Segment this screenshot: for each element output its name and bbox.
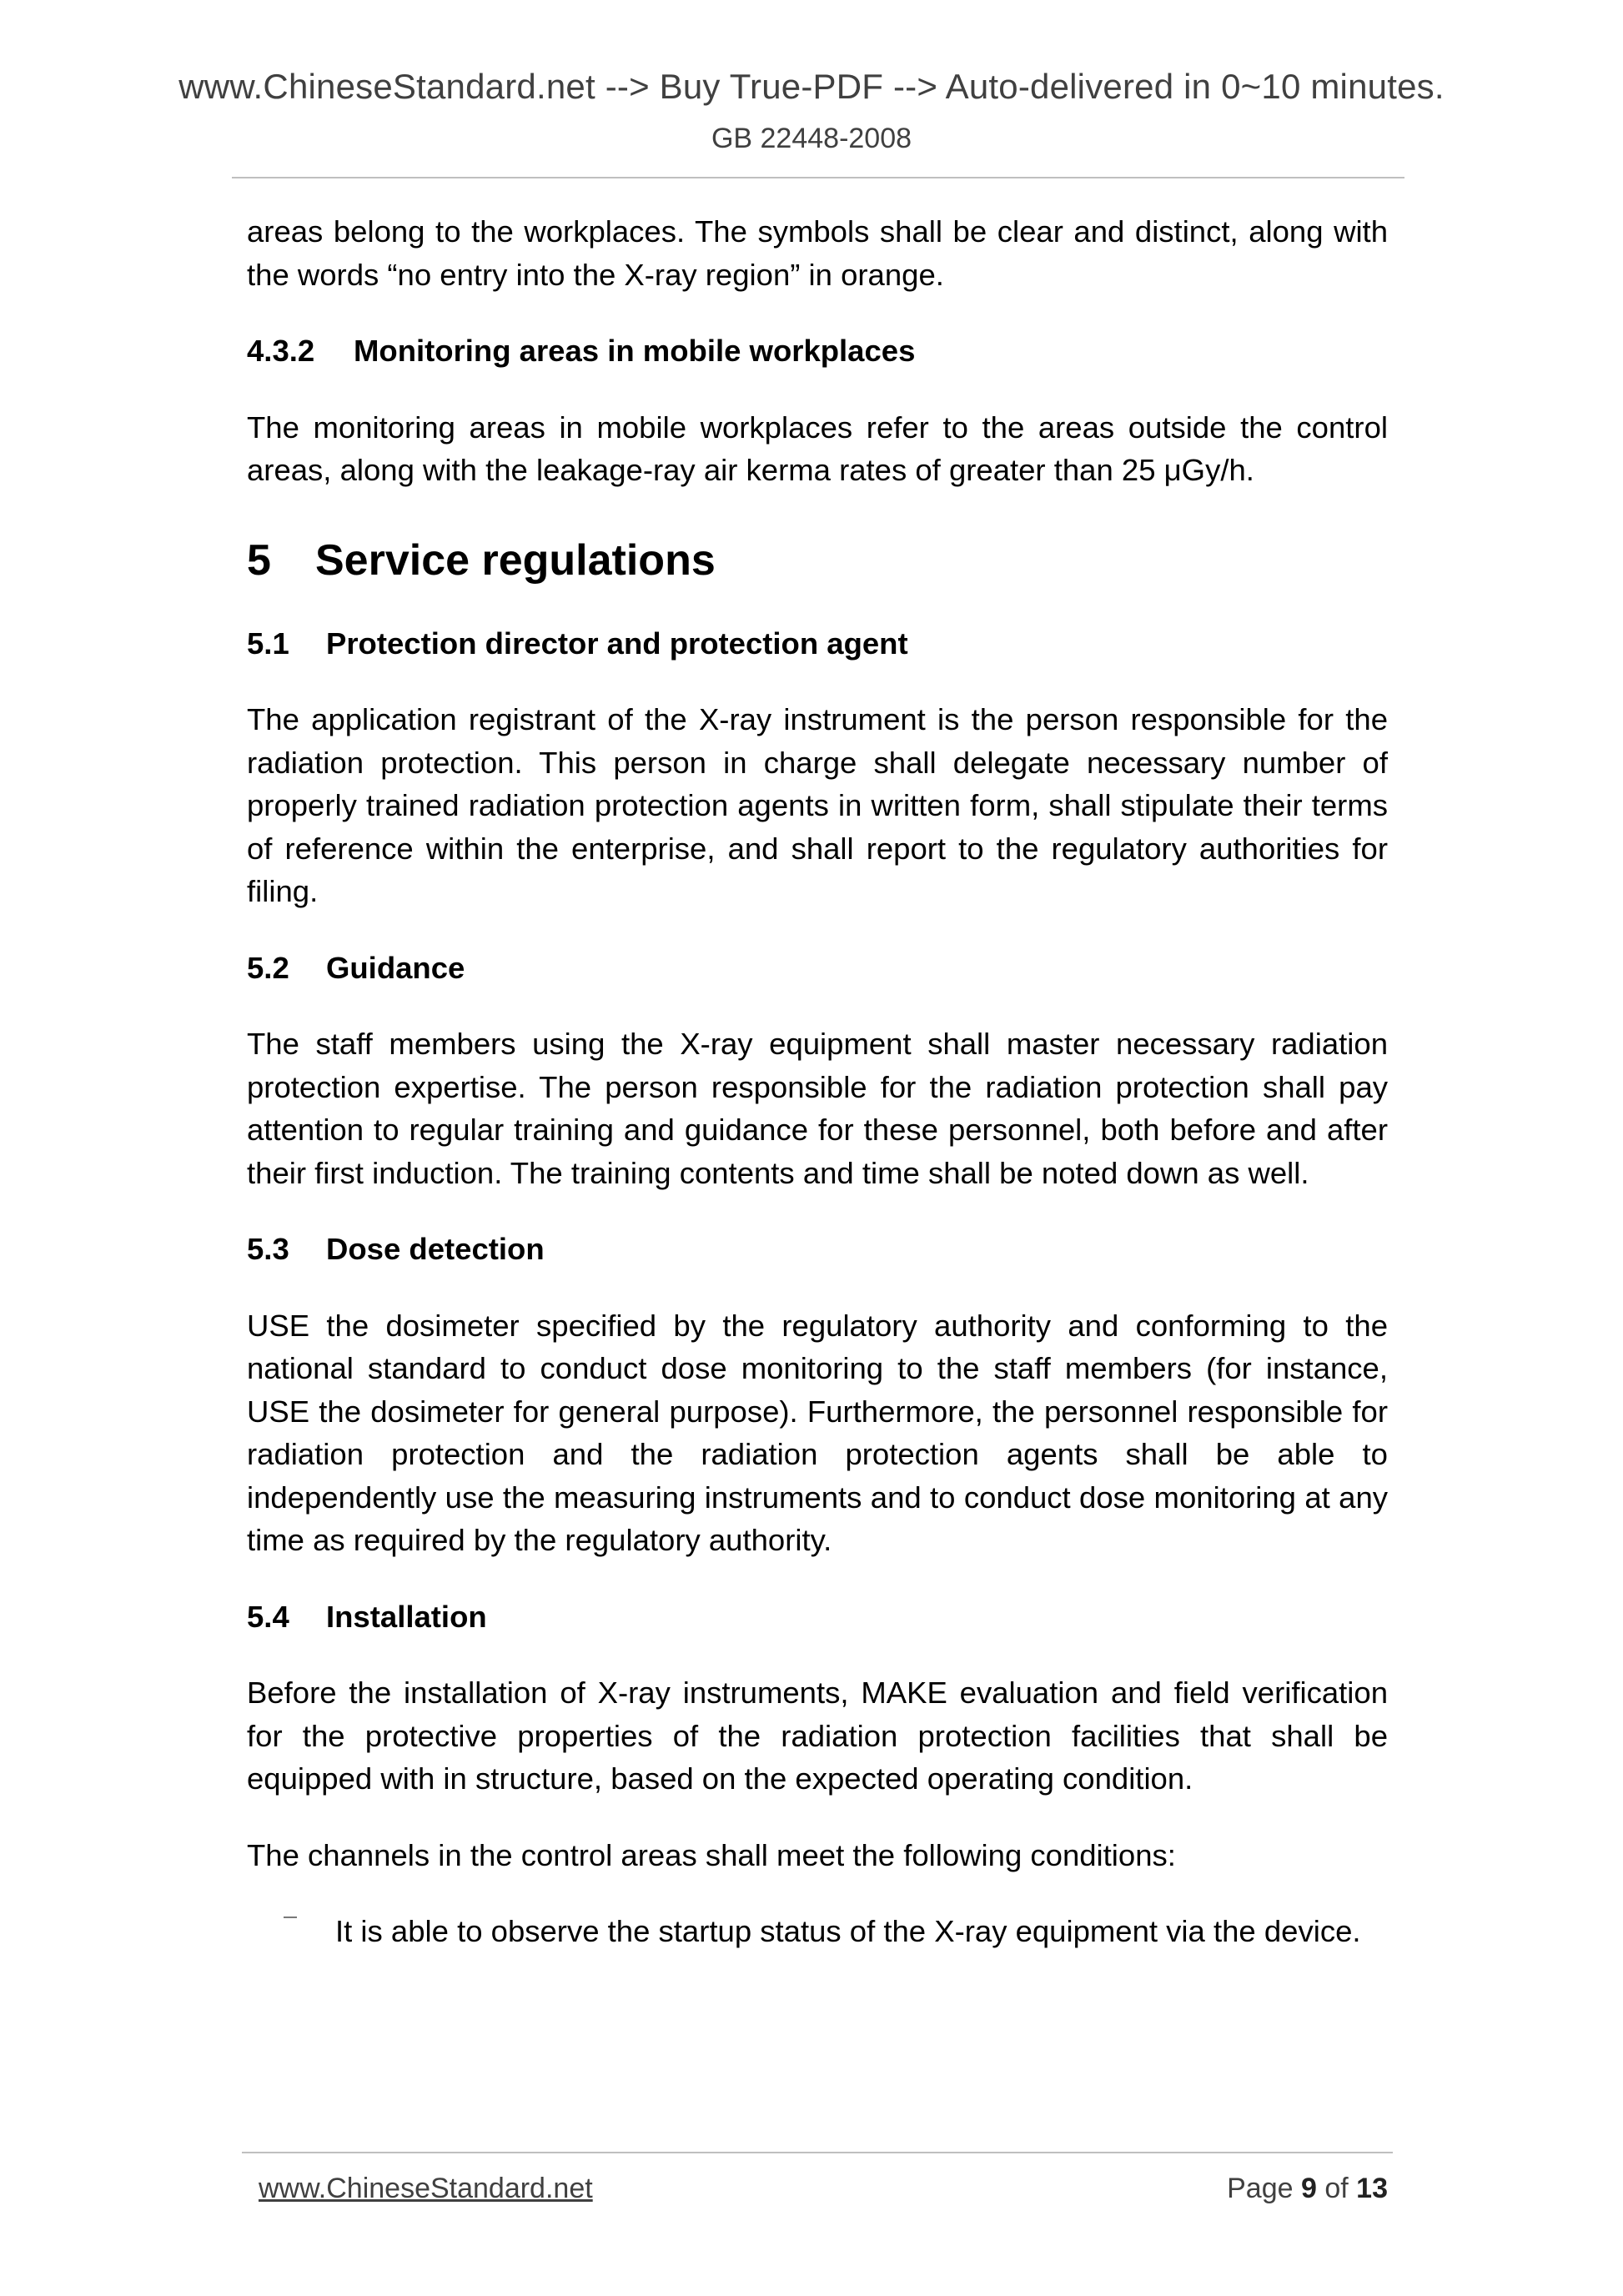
section-number: 5.4 [247,1599,289,1634]
header-banner-text: www.ChineseStandard.net --> Buy True-PDF --> Auto-delivered in 0~10 minutes. [178,67,1445,106]
section-4-3-2-heading [247,329,1388,373]
list-item [247,1910,1388,1953]
section-number: 5.1 [247,625,289,661]
section-5-4-heading [247,1595,1388,1639]
section-title: Installation [326,1599,487,1634]
chapter-title: Service regulations [315,535,716,585]
section-5-4-paragraph-2: The channels in the control areas shall meet the following conditions: [247,1837,1176,1872]
page-header [0,65,1623,157]
header-divider [232,177,1404,178]
section-title: Protection director and protection agent [326,625,908,661]
footer-divider [242,2152,1393,2153]
section-5-heading [247,534,1388,587]
footer-website-link[interactable]: www.ChineseStandard.net [259,2173,593,2204]
standard-number: GB 22448-2008 [711,123,912,154]
page-of-label: of [1324,2173,1349,2204]
section-5-3-paragraph: USE the dosimeter specified by the regulatory authority and conforming to the national standard to conduct dose monitoring to the staff members (for instance, USE the dosimeter for general purpose). Furthermore, the personnel responsible for radiation protection and the radiation protection agents shall be able to independently use the measuring instruments and to conduct dose monitoring at any time as required by the regulatory authority. [247,1308,1388,1557]
page-footer [259,2170,1388,2207]
page-total: 13 [1356,2173,1388,2204]
section-number: 4.3.2 [247,334,315,368]
section-title: Guidance [326,950,465,985]
section-5-2-heading [247,947,1388,990]
section-number: 5.2 [247,950,289,985]
chapter-number: 5 [247,535,271,585]
section-number: 5.3 [247,1232,289,1266]
section-5-3-heading [247,1228,1388,1271]
section-5-4-paragraph-1: Before the installation of X-ray instruments, MAKE evaluation and field verification for the protective properties of the radiation protection facilities that shall be equipped with in structure, based on the expected operating condition. [247,1676,1388,1796]
page-label: Page [1227,2173,1294,2204]
section-title: Monitoring areas in mobile workplaces [354,334,916,368]
section-5-1-paragraph: The application registrant of the X-ray instrument is the person responsible for the radiation protection. This person in charge shall delegate necessary number of properly trained radiation protection agents in written form, shall stipulate their terms of reference within the enterprise, and shall report to the regulatory authorities for filing. [247,702,1388,908]
list-dash-marker: — [284,1910,297,1924]
document-body [247,210,1388,1953]
section-4-3-2-paragraph: The monitoring areas in mobile workplaces refer to the areas outside the control areas, along with the leakage-ray air kerma rates of greater than 25 μGy/h. [247,409,1388,487]
page-number [1227,2170,1388,2207]
intro-paragraph: areas belong to the workplaces. The symbols shall be clear and distinct, along with the words “no entry into the X-ray region” in orange. [247,214,1388,292]
section-title: Dose detection [326,1232,545,1266]
list-item-text: It is able to observe the startup status of the X-ray equipment via the device. [335,1914,1361,1948]
section-5-1-heading [247,622,1388,666]
section-5-2-paragraph: The staff members using the X-ray equipment shall master necessary radiation protection expertise. The person responsible for the radiation protection shall pay attention to regular training and guidance for these personnel, both before and after their first induction. The training contents and time shall be noted down as well. [247,1027,1388,1190]
page-current: 9 [1300,2173,1317,2204]
